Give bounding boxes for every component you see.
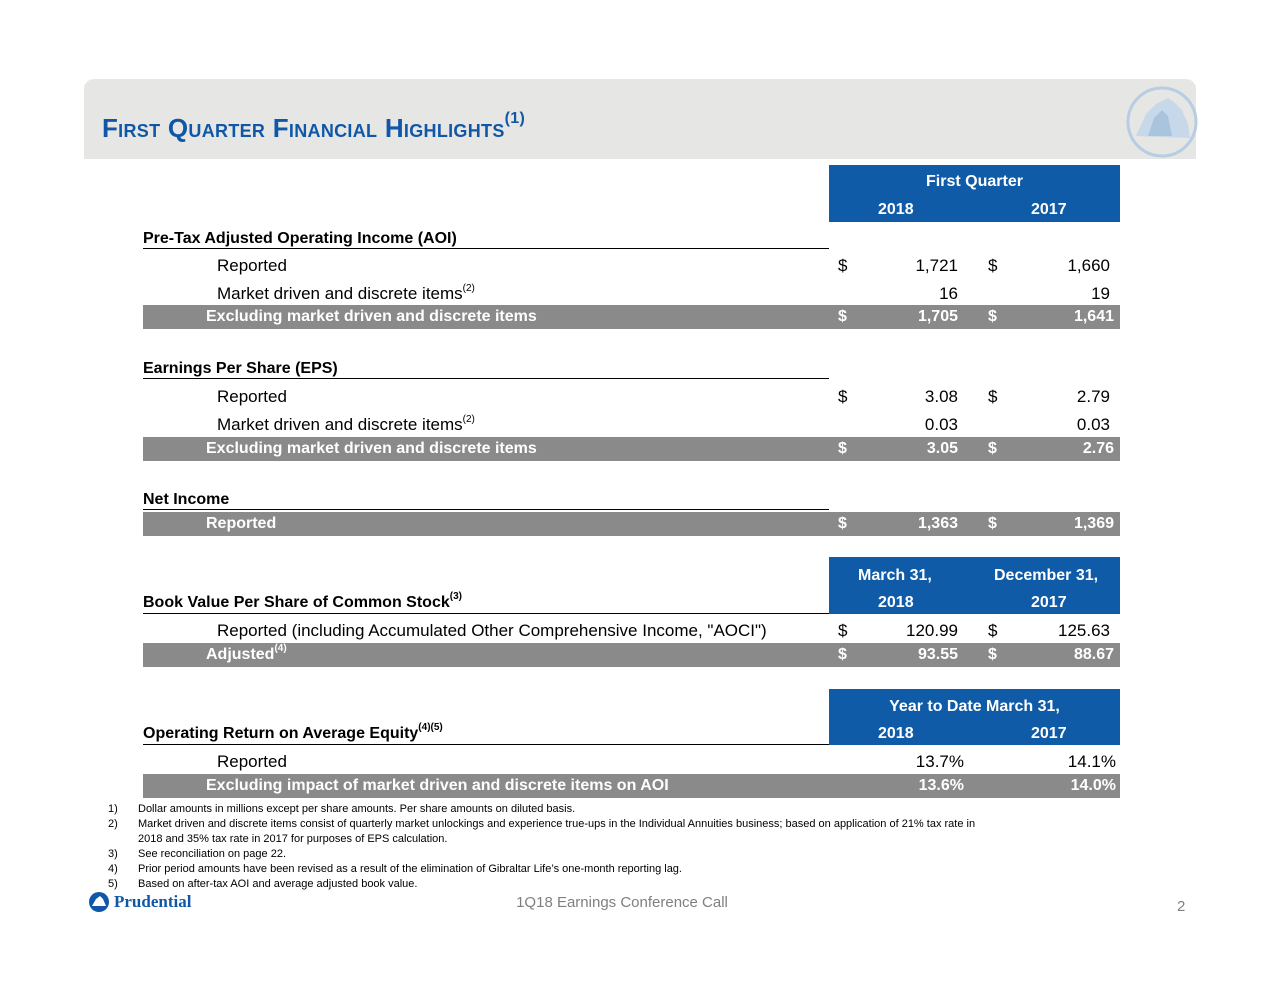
value-2018: 1,705: [917, 308, 958, 325]
book-value-col2-date: December 31,: [994, 567, 1099, 584]
currency-symbol: $: [988, 256, 998, 275]
currency-symbol: $: [988, 515, 997, 532]
aoi-col-2017: 2017: [1031, 201, 1067, 218]
value-2017: 125.63: [1058, 621, 1110, 640]
row-label: Reported: [217, 752, 287, 771]
roe-total-row: [143, 774, 1120, 798]
value-2018: 13.7%: [915, 752, 964, 771]
value-2018: 3.05: [926, 440, 958, 457]
row-label: Reported (including Accumulated Other Comprehensive Income, "AOCI"): [217, 621, 767, 640]
book-value-col-2018: 2018: [878, 594, 914, 611]
net-income-total-row: [143, 512, 1120, 536]
value-2018: 1,721: [915, 256, 958, 275]
currency-symbol: $: [988, 440, 997, 457]
value-2018: 16: [939, 284, 958, 303]
eps-row-reported: [0, 387, 1280, 411]
roe-period-label: Year to Date March 31,: [889, 698, 1060, 715]
rock-of-gibraltar-icon: [1122, 80, 1202, 160]
row-label: Reported: [217, 256, 287, 275]
value-2018: 3.08: [924, 387, 958, 406]
currency-symbol: $: [988, 387, 998, 406]
aoi-col-2018: 2018: [878, 201, 914, 218]
row-label: Reported: [206, 515, 277, 532]
value-2017: 14.0%: [1070, 777, 1116, 794]
aoi-total-row: [143, 305, 1120, 329]
aoi-section-title: Pre-Tax Adjusted Operating Income (AOI): [143, 230, 829, 249]
book-value-col-2017: 2017: [1031, 594, 1067, 611]
row-label: Market driven and discrete items$^{(2)}$: [217, 414, 475, 434]
row-label: Excluding impact of market driven and discrete items on AOI: [206, 777, 669, 794]
roe-row-reported: [0, 752, 1280, 776]
row-label: Excluding market driven and discrete items: [206, 308, 537, 325]
page-number: 2: [1177, 898, 1186, 915]
currency-symbol: $: [838, 440, 847, 457]
roe-section-title: Operating Return on Average Equity$^{(4)(5)}$: [143, 725, 829, 745]
value-2018: 120.99: [906, 621, 958, 640]
roe-header: [829, 689, 1120, 745]
value-2018: 1,363: [917, 515, 958, 532]
currency-symbol: $: [838, 256, 848, 275]
value-2017: 1,369: [1073, 515, 1114, 532]
eps-section-title: Earnings Per Share (EPS): [143, 360, 829, 379]
footnote: 2018 and 35% tax rate in 2017 for purposes of EPS calculation.: [138, 833, 448, 845]
eps-row-market-driven: [0, 415, 1280, 439]
value-2018: 0.03: [924, 415, 958, 434]
value-2017: 1,641: [1073, 308, 1114, 325]
currency-symbol: $: [838, 621, 848, 640]
value-2017: 1,660: [1067, 256, 1110, 275]
roe-col-2018: 2018: [878, 725, 914, 742]
footnote: 3) See reconciliation on page 22.: [108, 848, 286, 860]
footnote: 5) Based on after-tax AOI and average adjusted book value.: [108, 878, 418, 890]
aoi-row-reported: [0, 256, 1280, 280]
eps-total-row: [143, 437, 1120, 461]
book-value-header: [829, 557, 1120, 614]
book-value-col1-date: March 31,: [858, 567, 932, 584]
currency-symbol: $: [988, 308, 997, 325]
value-2017: 88.67: [1073, 646, 1114, 663]
value-2017: 2.76: [1082, 440, 1114, 457]
value-2017: 14.1%: [1067, 752, 1116, 771]
currency-symbol: $: [838, 308, 847, 325]
value-2018: 13.6%: [918, 777, 964, 794]
row-label: Excluding market driven and discrete items: [206, 440, 537, 457]
footnotes: [108, 802, 975, 892]
book-value-total-row: [143, 643, 1120, 667]
currency-symbol: $: [838, 646, 847, 663]
row-label: Reported: [217, 387, 287, 406]
book-value-row-reported: [0, 621, 1280, 645]
footnote: 2) Market driven and discrete items consist of quarterly market unlockings and experience true-ups in the Individual Annuities business; based on application of 21% tax rate in: [108, 818, 976, 830]
currency-symbol: $: [838, 515, 847, 532]
currency-symbol: $: [988, 621, 998, 640]
row-label: Market driven and discrete items$^{(2)}$: [217, 283, 475, 303]
value-2017: 2.79: [1076, 387, 1110, 406]
aoi-period-label: First Quarter: [926, 173, 1023, 190]
logo-text: Prudential: [114, 892, 192, 911]
value-2017: 0.03: [1076, 415, 1110, 434]
footnote: 1) Dollar amounts in millions except per share amounts. Per share amounts on diluted basis.: [108, 803, 576, 815]
page-title: First Quarter Financial Highlights$^{(1)}$: [102, 110, 526, 143]
footnote: 4) Prior period amounts have been revised as a result of the elimination of Gibraltar Life’s one-month reporting lag.: [108, 863, 682, 875]
footer-title: 1Q18 Earnings Conference Call: [516, 894, 728, 911]
row-label: Adjusted$^{(4)}$: [206, 643, 287, 663]
roe-col-2017: 2017: [1031, 725, 1067, 742]
net-income-section-title: Net Income: [143, 491, 829, 510]
value-2017: 19: [1091, 284, 1110, 303]
aoi-header: [829, 165, 1120, 222]
book-value-section-title: Book Value Per Share of Common Stock$^{(3)}$: [143, 594, 829, 614]
value-2018: 93.55: [917, 646, 958, 663]
currency-symbol: $: [838, 387, 848, 406]
currency-symbol: $: [988, 646, 997, 663]
